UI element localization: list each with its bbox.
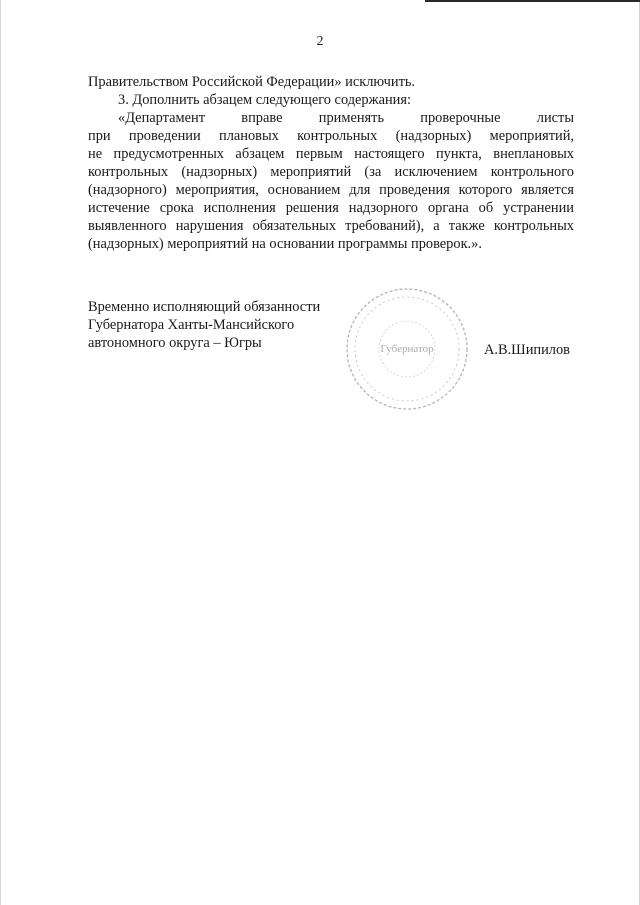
signatory-title — [88, 298, 320, 352]
official-seal-stamp — [343, 286, 471, 412]
quote-line: «Департамент вправе применять проверочные листы — [118, 110, 574, 126]
quote-line: при проведении плановых контрольных (надзорных) мероприятий, — [88, 128, 574, 144]
page-number: 2 — [316, 34, 324, 49]
quote-line: выявленного нарушения обязательных требований), а также контрольных — [88, 218, 574, 234]
scan-left-edge — [0, 0, 1, 905]
paragraph-line-1: Правительством Российской Федерации» исключить. — [88, 74, 416, 90]
paragraph-line-2: 3. Дополнить абзацем следующего содержания: — [118, 92, 411, 108]
quote-line: истечение срока исполнения решения надзорного органа об устранении — [88, 200, 574, 216]
quote-line: (надзорного) мероприятия, основанием для проведения которого является — [88, 182, 574, 198]
signer-name: А.В.Шипилов — [484, 342, 570, 358]
quote-line: не предусмотренных абзацем первым настоящего пункта, внеплановых — [88, 146, 574, 162]
quote-line: контрольных (надзорных) мероприятий (за исключением контрольного — [88, 164, 574, 180]
seal-text: Губернатор — [380, 343, 434, 355]
signatory-title-line: Временно исполняющий обязанности — [88, 299, 321, 315]
signatory-title-line: автономного округа – Югры — [88, 335, 262, 351]
scan-top-edge — [425, 0, 640, 2]
quote-line-last: (надзорных) мероприятий на основании программы проверок.». — [88, 236, 482, 252]
signatory-title-line: Губернатора Ханты-Мансийского — [88, 317, 295, 333]
